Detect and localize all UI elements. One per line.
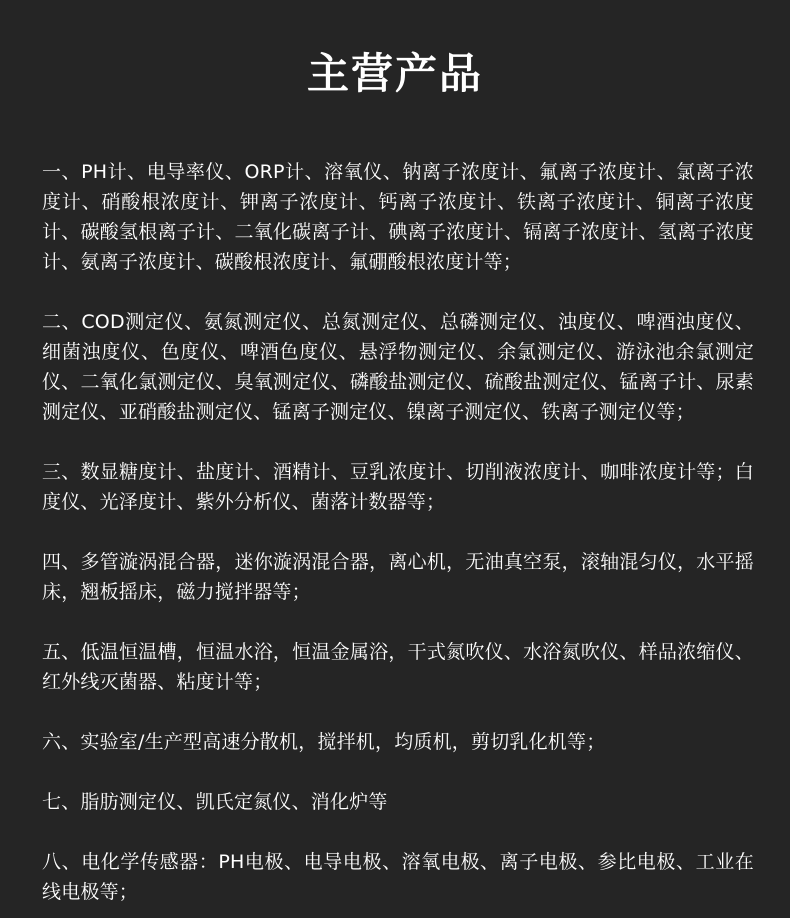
list-item: 四、多管漩涡混合器，迷你漩涡混合器，离心机，无油真空泵，滚轴混匀仪，水平摇床，翘板摇床，磁力搅拌器等； — [42, 551, 754, 603]
list-item: 二、COD测定仪、氨氮测定仪、总氮测定仪、总磷测定仪、浊度仪、啤酒浊度仪、细菌浊度仪、色度仪、啤酒色度仪、悬浮物测定仪、余氯测定仪、游泳池余氯测定仪、二氧化氯测定仪、臭氧测定仪、磷酸盐测定仪、硫酸盐测定仪、锰离子计、尿素测定仪、亚硝酸盐测定仪、锰离子测定仪、镍离子测定仪、铁离子测定仪等； — [42, 311, 754, 423]
list-item: 八、电化学传感器：PH电极、电导电极、溶氧电极、离子电极、参比电极、工业在线电极等； — [42, 851, 754, 903]
list-item: 七、脂肪测定仪、凯氏定氮仪、消化炉等 — [42, 791, 388, 813]
list-item: 六、实验室/生产型高速分散机，搅拌机，均质机，剪切乳化机等； — [42, 731, 606, 753]
list-item: 三、数显糖度计、盐度计、酒精计、豆乳浓度计、切削液浓度计、咖啡浓度计等；白度仪、光泽度计、紫外分析仪、菌落计数器等； — [42, 461, 754, 513]
product-list — [42, 157, 754, 907]
list-item: 一、PH计、电导率仪、ORP计、溶氧仪、钠离子浓度计、氟离子浓度计、氯离子浓度计、硝酸根浓度计、钾离子浓度计、钙离子浓度计、铁离子浓度计、铜离子浓度计、碳酸氢根离子计、二氧化碳离子计、碘离子浓度计、镉离子浓度计、氢离子浓度计、氨离子浓度计、碳酸根浓度计、氟硼酸根浓度计等； — [42, 161, 754, 273]
list-item: 五、低温恒温槽，恒温水浴，恒温金属浴，干式氮吹仪、水浴氮吹仪、样品浓缩仪、红外线灭菌器、粘度计等； — [42, 641, 754, 693]
page-title: 主营产品 — [306, 49, 483, 98]
